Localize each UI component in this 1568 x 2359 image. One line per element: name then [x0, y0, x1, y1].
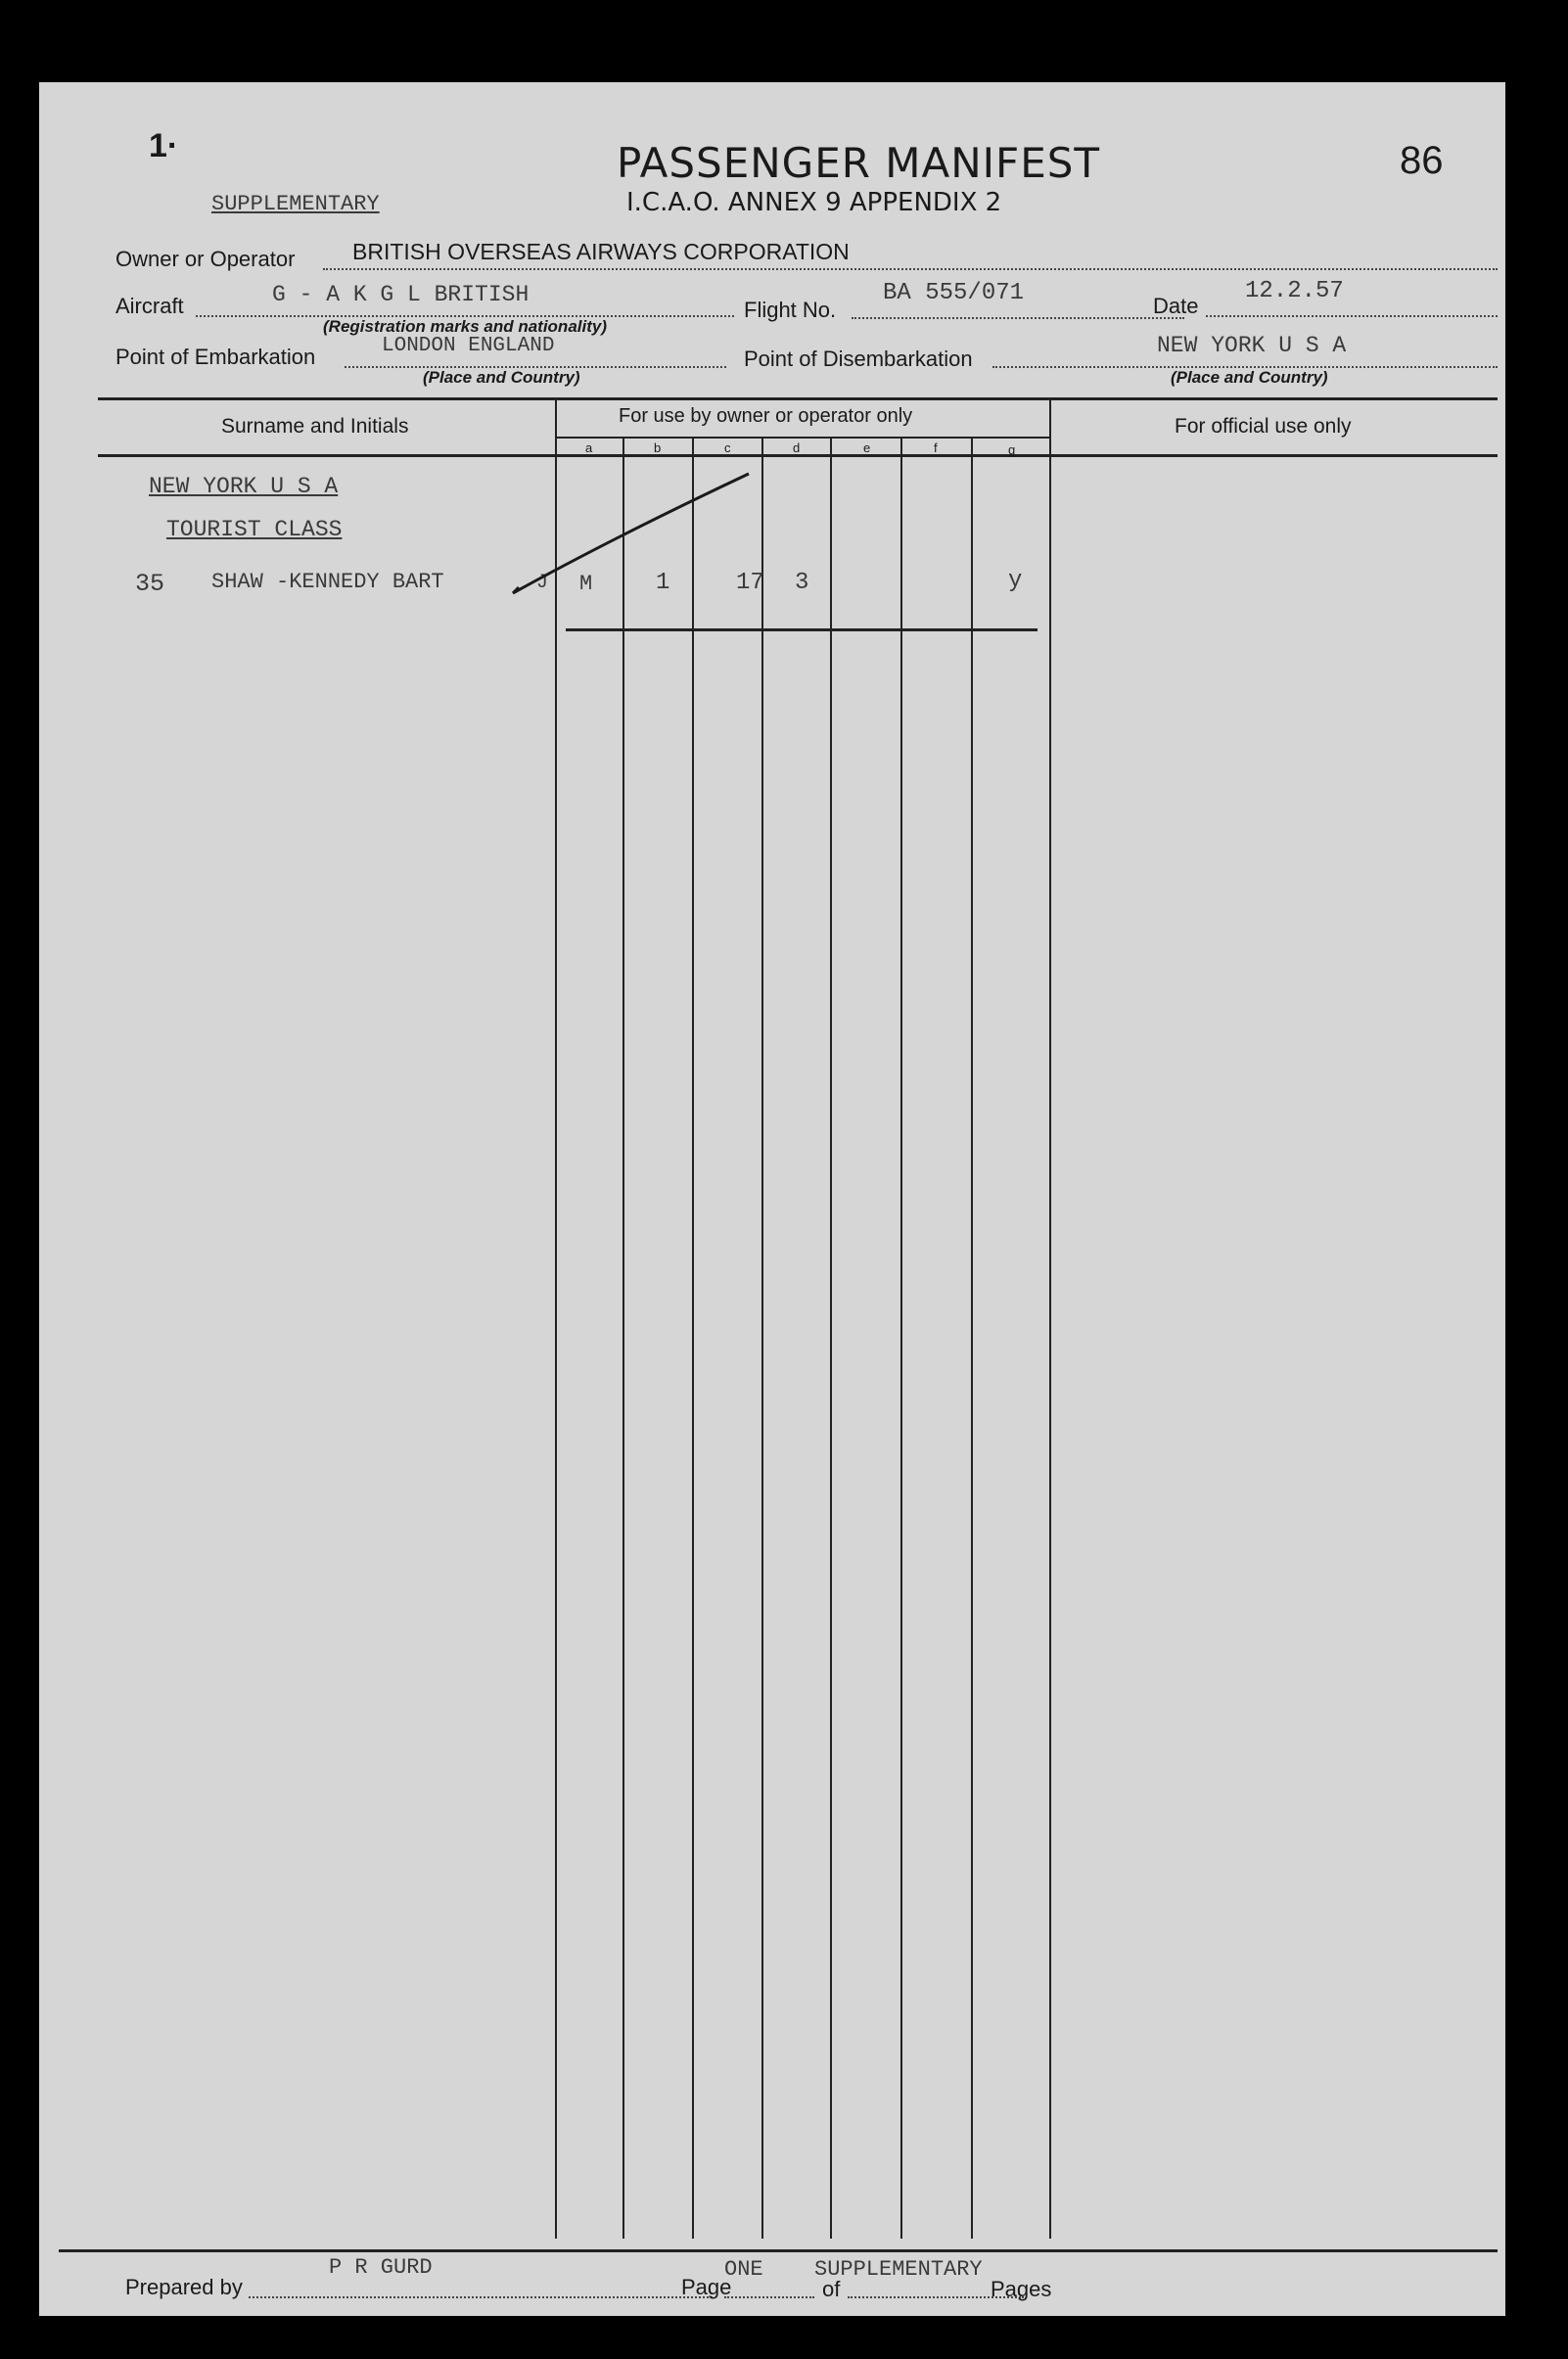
subcolumn-a: a	[585, 440, 593, 455]
flight-label: Flight No.	[744, 298, 837, 322]
subcolumn-d: d	[793, 440, 801, 455]
subcolumn-c: c	[724, 440, 731, 455]
manifest-sheet	[39, 82, 1505, 2316]
page-value: ONE	[724, 2257, 763, 2282]
row-col-c: 17	[736, 570, 764, 596]
date-value: 12.2.57	[1245, 278, 1344, 304]
row-col-g: y	[1008, 568, 1023, 594]
row-name: SHAW -KENNEDY BART	[211, 570, 444, 594]
section-class: TOURIST CLASS	[166, 517, 343, 542]
row-number: 35	[135, 570, 165, 598]
pages-label: Pages	[991, 2277, 1052, 2301]
aircraft-value: G - A K G L BRITISH	[272, 282, 530, 307]
row-col-a: M	[579, 572, 593, 596]
of-value: SUPPLEMENTARY	[814, 2257, 983, 2282]
row-initial: J	[536, 572, 549, 594]
aircraft-caption: (Registration marks and nationality)	[323, 317, 607, 336]
embarkation-caption: (Place and Country)	[423, 368, 580, 387]
prepared-dotted-line	[249, 2296, 713, 2298]
disembarkation-caption: (Place and Country)	[1171, 368, 1328, 387]
owner-label: Owner or Operator	[115, 247, 296, 271]
row-col-b: 1	[656, 570, 670, 596]
disembarkation-label: Point of Disembarkation	[744, 347, 973, 371]
row-underline	[566, 628, 1038, 631]
handwritten-check-stroke	[39, 82, 1505, 767]
column-header-surname: Surname and Initials	[221, 415, 409, 438]
subcolumn-e: e	[863, 440, 871, 455]
table-bottom-rule	[59, 2249, 1498, 2252]
owner-value: BRITISH OVERSEAS AIRWAYS CORPORATION	[352, 239, 850, 264]
prepared-label: Prepared by	[125, 2275, 243, 2299]
row-col-d: 3	[795, 570, 809, 596]
embarkation-label: Point of Embarkation	[115, 345, 316, 369]
column-header-owner-use: For use by owner or operator only	[619, 405, 913, 427]
page-dotted-line	[724, 2296, 814, 2298]
subcolumn-f: f	[934, 440, 938, 455]
page-label: Page	[681, 2275, 732, 2299]
supplementary-stamp: SUPPLEMENTARY	[211, 192, 380, 216]
column-header-official-use: For official use only	[1175, 415, 1352, 438]
disembarkation-value: NEW YORK U S A	[1157, 333, 1347, 358]
corner-mark: 1·	[149, 127, 179, 164]
page-number: 86	[1400, 139, 1444, 182]
prepared-value: P R GURD	[329, 2255, 433, 2280]
subcolumn-g: g	[1008, 442, 1016, 457]
aircraft-label: Aircraft	[115, 294, 184, 318]
subcolumn-b: b	[654, 440, 662, 455]
of-label: of	[822, 2277, 841, 2301]
embarkation-value: LONDON ENGLAND	[382, 335, 555, 357]
document-title: PASSENGER MANIFEST	[617, 139, 1101, 187]
flight-value: BA 555/071	[883, 280, 1025, 306]
document-subtitle: I.C.A.O. ANNEX 9 APPENDIX 2	[626, 188, 1002, 217]
date-label: Date	[1153, 294, 1199, 318]
section-destination: NEW YORK U S A	[149, 474, 339, 499]
